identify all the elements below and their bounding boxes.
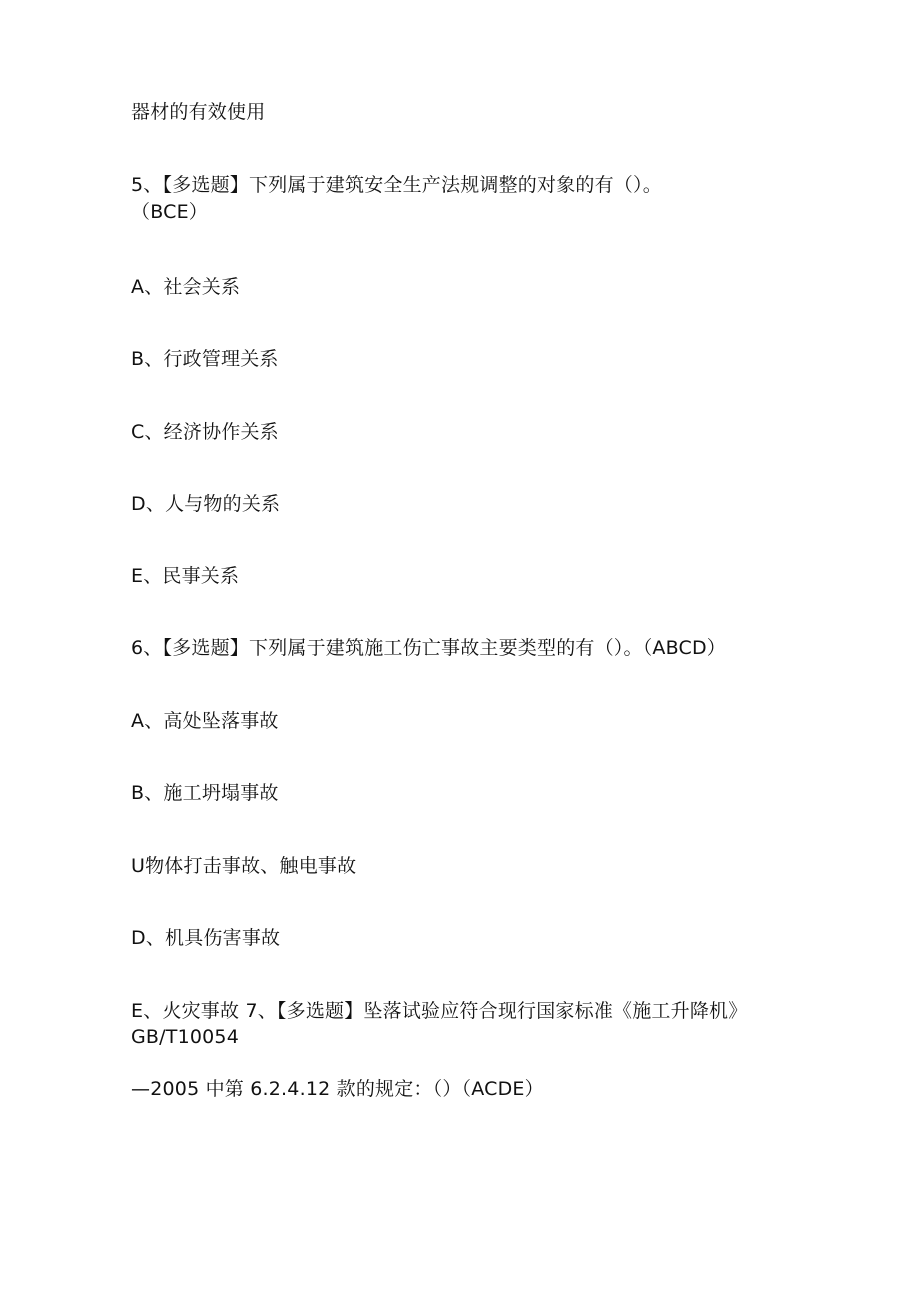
text-line-intro: 器材的有效使用 xyxy=(131,101,266,123)
question-6-option-c: U物体打击事故、触电事故 xyxy=(131,855,357,877)
question-6-title: 6、【多选题】下列属于建筑施工伤亡事故主要类型的有（）。（ABCD） xyxy=(131,637,726,659)
question-5-option-d: D、人与物的关系 xyxy=(131,493,281,515)
question-7-title-cont: GB/T10054 xyxy=(131,1026,240,1048)
question-6-option-d: D、机具伤害事故 xyxy=(131,927,281,949)
question-6-option-b: B、施工坍塌事故 xyxy=(131,782,279,804)
question-5-answer: （BCE） xyxy=(131,201,208,223)
question-5-option-e: E、民事关系 xyxy=(131,565,240,587)
question-5-option-b: B、行政管理关系 xyxy=(131,348,279,370)
question-7-clause: —2005 中第 6.2.4.12 款的规定：（）（ACDE） xyxy=(131,1078,544,1100)
question-5-title: 5、【多选题】下列属于建筑安全生产法规调整的对象的有（）。 xyxy=(131,174,662,196)
question-5-option-c: C、经济协作关系 xyxy=(131,421,279,443)
question-7-title: E、火灾事故 7、【多选题】坠落试验应符合现行国家标准《施工升降机》 xyxy=(131,1000,748,1022)
question-5-option-a: A、社会关系 xyxy=(131,276,241,298)
question-6-option-a: A、高处坠落事故 xyxy=(131,710,279,732)
